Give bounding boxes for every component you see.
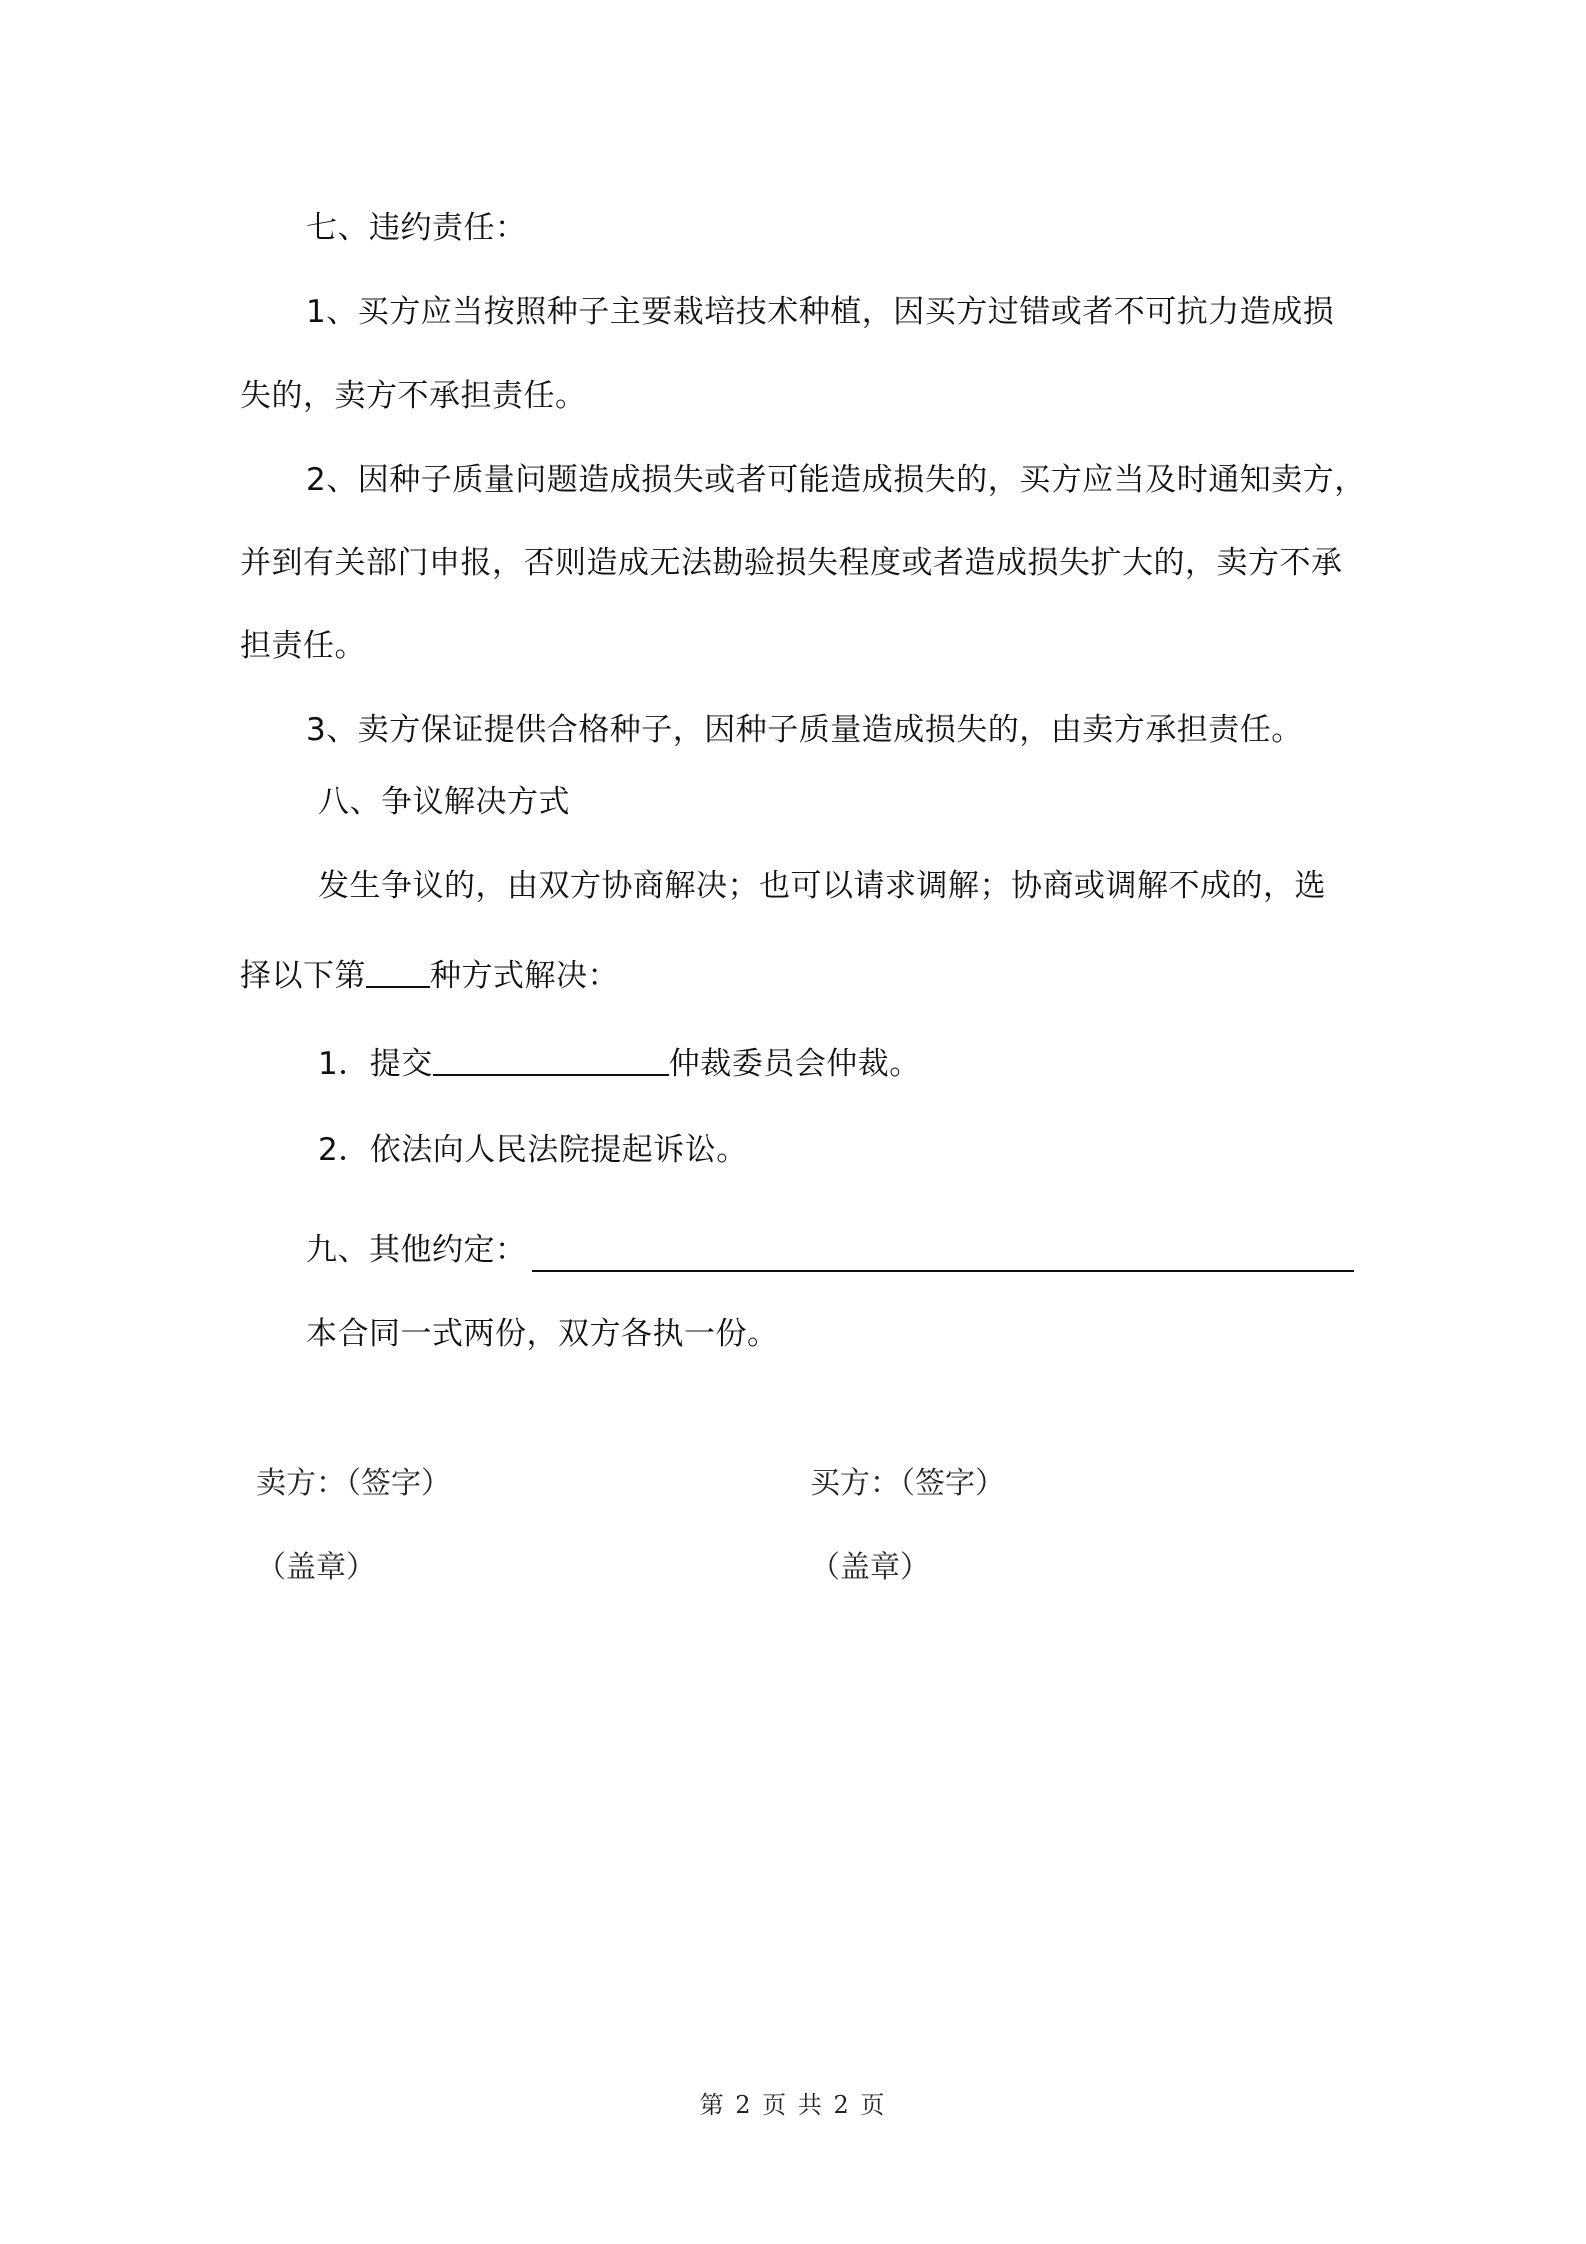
arbitration-commission-blank[interactable]	[433, 1044, 669, 1076]
section-8-heading: 八、争议解决方式	[318, 784, 570, 820]
buyer-seal-label: （盖章）	[810, 1550, 930, 1585]
option-1-suffix: 仲裁委员会仲裁。	[668, 1046, 921, 1082]
other-agreements-blank[interactable]	[532, 1240, 1354, 1272]
clause-7-2-line-3: 担责任。	[240, 628, 366, 664]
option-1-prefix: 1．提交	[318, 1046, 433, 1082]
section-9-heading: 九、其他约定：	[306, 1232, 527, 1268]
dispute-intro-line-1: 发生争议的，由双方协商解决；也可以请求调解；协商或调解不成的，选	[318, 868, 1326, 904]
dispute-option-2: 2．依法向人民法院提起诉讼。	[318, 1132, 748, 1168]
clause-7-2-line-1: 2、因种子质量问题造成损失或者可能造成损失的，买方应当及时通知卖方，	[306, 462, 1366, 498]
section-7-heading: 七、违约责任：	[306, 210, 527, 246]
clause-7-2-line-2: 并到有关部门申报，否则造成无法勘验损失程度或者造成损失扩大的，卖方不承	[240, 545, 1343, 581]
seller-signature-label: 卖方：（签字）	[256, 1466, 451, 1501]
dispute-intro-prefix: 择以下第	[240, 958, 366, 994]
method-number-blank[interactable]	[366, 956, 430, 988]
clause-7-1-line-1: 1、买方应当按照种子主要栽培技术种植，因买方过错或者不可抗力造成损	[306, 294, 1335, 330]
clause-7-3: 3、卖方保证提供合格种子，因种子质量造成损失的，由卖方承担责任。	[306, 712, 1303, 748]
seller-seal-label: （盖章）	[256, 1550, 376, 1585]
dispute-intro-line-2	[240, 954, 619, 998]
other-agreements-row	[306, 1228, 527, 1272]
page-number-footer: 第 2 页 共 2 页	[699, 2091, 887, 2119]
copies-statement: 本合同一式两份，双方各执一份。	[306, 1316, 779, 1352]
dispute-option-1	[318, 1042, 921, 1086]
clause-7-1-line-2: 失的，卖方不承担责任。	[240, 378, 587, 414]
dispute-intro-suffix: 种方式解决：	[430, 958, 619, 994]
buyer-signature-label: 买方：（签字）	[810, 1466, 1005, 1501]
